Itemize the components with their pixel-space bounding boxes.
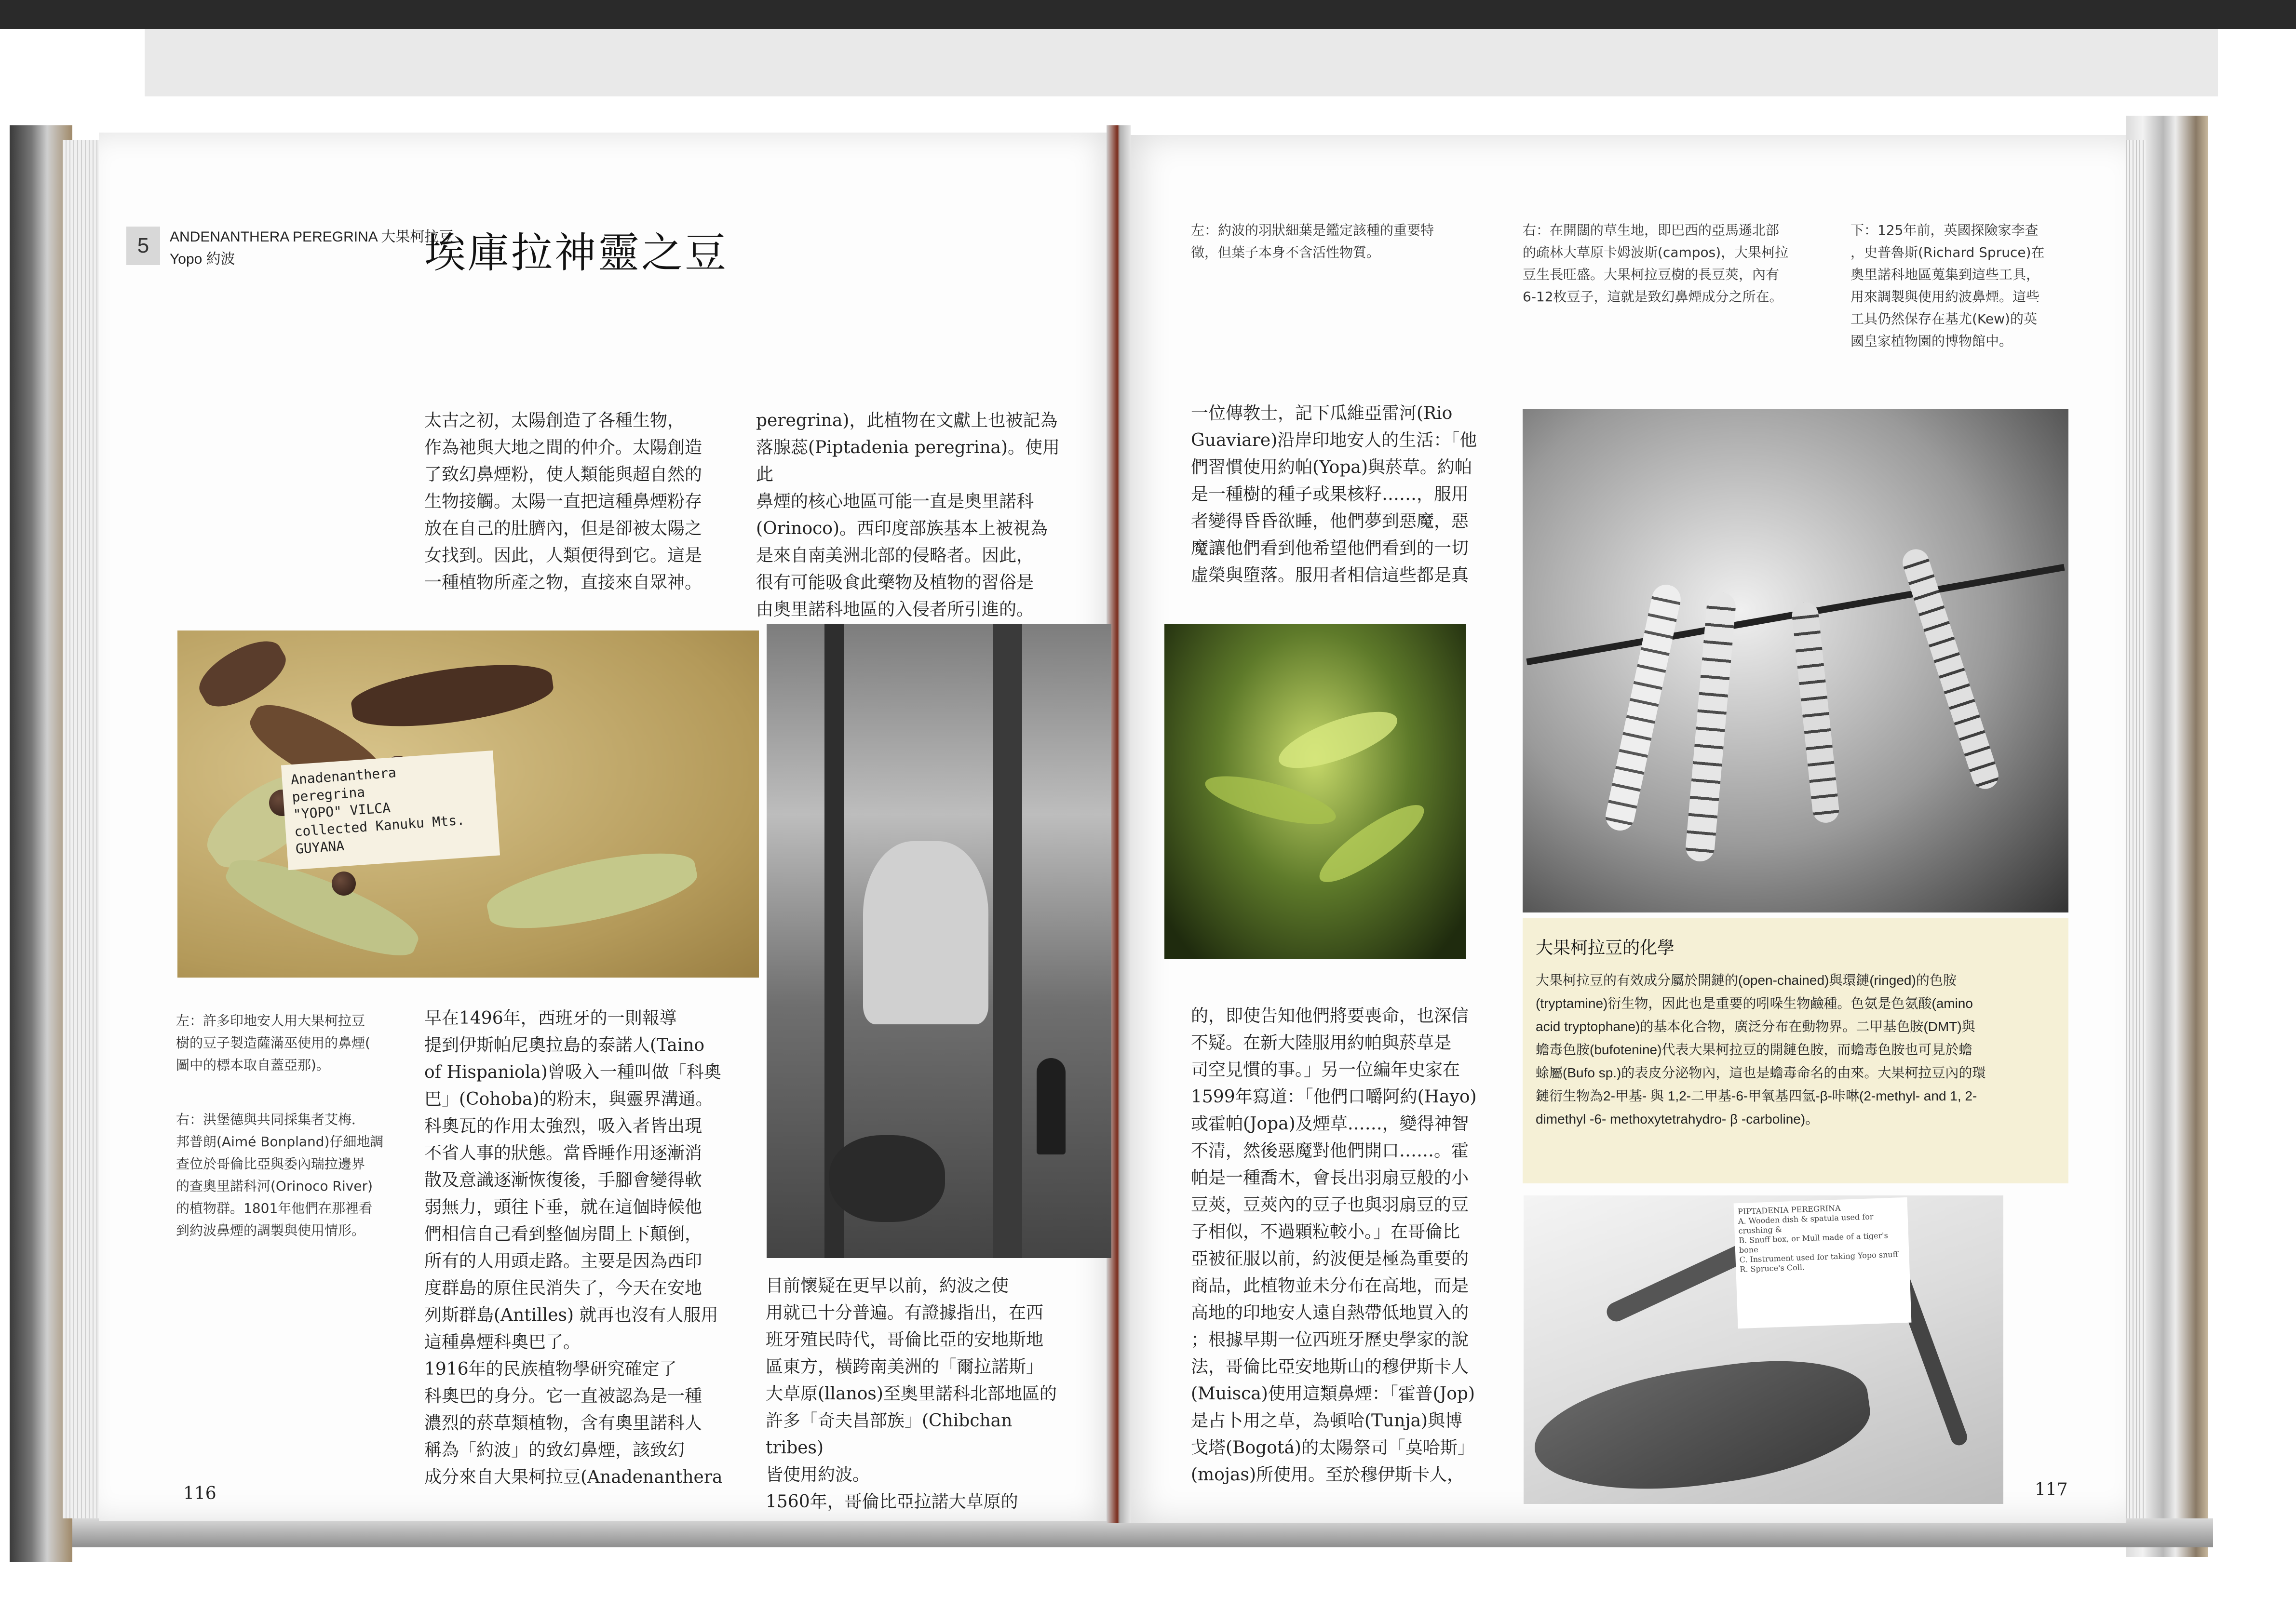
seed-pod (1603, 582, 1684, 833)
left-column2-top-text: peregrina)，此植物在文獻上也被記為 落腺蕊(Piptadenia peregrina)。使用此 鼻煙的核心地區可能一直是奧里諾科 (Orinoco)。西印度部族基本上被視為 是來自南美洲北部的侵略者。因此， 很有可能吸食此藥物及植物的習俗是 由奧里諾科地區的入侵者所引進的。 (756, 411, 1060, 619)
caption-leaves: 左：約波的羽狀細葉是鑑定該種的重要特 徵，但葉子本身不含活性物質。 (1191, 222, 1434, 260)
seed (332, 872, 356, 896)
page-title: 埃庫拉神靈之豆 (424, 229, 728, 277)
page-number-left: 116 (183, 1484, 216, 1503)
right-column-bottom-text: 的，即使告知他們將要喪命，也深信 不疑。在新大陸服用約帕與菸草是 司空見慣的事。」另一位編年史家在 1599年寫道：「他們口嚼阿約(Hayo) 或霍帕(Jopa)及煙草……，變得神智 不清，然後惡魔對他們開口……。霍 帕是一種喬木，會長出羽扇豆般的小 豆莢，豆莢內的豆子也與羽扇豆的豆 子相似，不過顆粒較小。」在哥倫比 亞被征服以前，約波便是極為重要的 商品，此植物並未分布在高地，而是 高地的印地安人遠自熱帶低地買入的 ；根據早期一位西班牙歷史學家的說 法，哥倫比亞安地斯山的穆伊斯卡人 (Muisca)使用這類鼻煙：「霍普(Jop) 是占卜用之草，為頓哈(Tunja)與博 戈塔(Bogotá)的太陽祭司「莫哈斯」 (mojas)所使用。至於穆伊斯卡人， (1191, 1006, 1477, 1485)
chapter-common-name: Yopo 約波 (170, 251, 235, 267)
wooden-snuff-tray (1527, 1346, 1877, 1504)
seed-pod (348, 655, 556, 736)
chemistry-title: 大果柯拉豆的化學 (1536, 938, 1675, 957)
caption-pods: 右：在開闊的草生地，即巴西的亞馬遜北部 的疏林大草原卡姆波斯(campos)，大果柯拉 豆生長旺盛。大果柯拉豆樹的長豆莢，內有 6-12枚豆子，這就是致幻鼻煙成分之所在。 (1523, 222, 1789, 305)
book-top-edge (145, 29, 2218, 96)
chapter-latin-name: ANDENANTHERA PEREGRINA 大果柯拉豆 (170, 229, 454, 245)
campfire-group (829, 1135, 945, 1222)
caption-forest: 右：洪堡德與共同採集者艾梅． 邦普朗(Aimé Bonpland)仔細地調 查位於哥倫比亞與委內瑞拉邊界 的查奧里諾科河(Orinoco River) 的植物群。1801年他們在那裡看 到約波鼻煙的調製與使用情形。 (176, 1112, 384, 1238)
seed-pod (482, 841, 702, 941)
seed-pod (1791, 601, 1840, 824)
right-column-top-text: 一位傳教士，記下瓜維亞雷河(Rio Guaviare)沿岸印地安人的生活：「他 們習慣使用約帕(Yopa)與菸草。約帕 是一種樹的種子或果核籽……，服用 者變得昏昏欲睡，他們夢到惡魔，惡 魔讓他們看到他希望他們看到的一切 虛榮與墮落。服用者相信這些都是真 (1191, 403, 1477, 585)
yopo-pods-photo (1523, 409, 2068, 912)
specimen-label: Anadenanthera peregrina "YOPO" VILCA collected Kanuku Mts. GUYANA (281, 751, 500, 870)
tree-trunk (993, 624, 1022, 1258)
page-stack-left (63, 140, 101, 1518)
leaf-frond (1201, 766, 1340, 834)
forest-engraving (767, 624, 1111, 1258)
chemistry-text: 大果柯拉豆的有效成分屬於開鏈的(open-chained)與環鏈(ringed)的色胺 (tryptamine)衍生物，因此也是重要的吲哚生物鹼種。色氨是色氨酸(amino acid tryptophane)的基本化合物，廣泛分布在動物界。二甲基色胺(DMT)與 蟾毒色胺(bufotenine)代表大果柯拉豆的開鏈色胺，而蟾毒色胺也可見於蟾 蜍屬(Bufo sp.)的表皮分泌物內，這也是蟾毒命名的由來。大果柯拉豆內的環 鏈衍生物為2-甲基- 與 1,2-二甲基-6-甲氧基四氫-β-咔啉(2-methyl- and 1, 2- dimethyl -6- methoxytetrahydro- β -carboline)。 (1536, 973, 1986, 1127)
chapter-number: 5 (126, 227, 160, 265)
caption-tools: 下：125年前，英國探險家李查 ，史普魯斯(Richard Spruce)在 奧里諾科地區蒐集到這些工具， 用來調製與使用約波鼻煙。這些 工具仍然保存在基尤(Kew)的英 國皇家植物園的博物館中。 (1850, 222, 2045, 349)
leaf-frond (1272, 700, 1404, 779)
rock-formation (863, 841, 988, 1024)
page-number-right: 117 (2035, 1480, 2068, 1500)
left-column1-bottom-text: 早在1496年，西班牙的一則報導 提到伊斯帕尼奧拉島的泰諾人(Taino of Hispaniola)曾吸入一種叫做「科奧 巴」(Cohoba)的粉末，與靈界溝通。 科奧瓦的作用太強烈，吸入者皆出現 不省人事的狀態。當昏睡作用逐漸消 散及意識逐漸恢復後，手腳會變得軟 弱無力，頭往下垂，就在這個時候他 們相信自己看到整個房間上下顛倒， 所有的人用頭走路。主要是因為西印 度群島的原住民消失了，今天在安地 列斯群島(Antilles) 就再也沒有人服用 這種鼻煙科奧巴了。 1916年的民族植物學研究確定了 科奧巴的身分。它一直被認為是一種 濃烈的菸草類植物，含有奧里諾科人 稱為「約波」的致幻鼻煙，該致幻 成分來自大果柯拉豆(Anadenanthera (424, 1008, 723, 1487)
caption-seeds: 左：許多印地安人用大果柯拉豆 樹的豆子製造薩滿巫使用的鼻煙( 圖中的標本取自蓋亞那)。 (176, 1013, 370, 1073)
left-column1-top-text: 太古之初，太陽創造了各種生物， 作為祂與大地之間的仲介。太陽創造 了致幻鼻煙粉，使人類能與超自然的 生物接觸。太陽一直把這種鼻煙粉存 放在自己的肚臍內，但是卻被太陽之 女找到。因此，人類便得到它。這是 一種植物所產之物，直接來自眾神。 (424, 411, 702, 592)
seed-pod (191, 630, 295, 718)
tools-label-card: PIPTADENIA PEREGRINA A. Wooden dish & spatula used for crushing & B. Snuff box, or Mull made of a tiger's bone C. Instrument used for taking Yopo snuff R. Spruce's Coll. (1734, 1197, 1912, 1328)
scanner-top-edge (0, 0, 2296, 29)
explorer-figure (1037, 1058, 1066, 1154)
yopo-leaves-photo (1164, 624, 1466, 959)
left-column2-bottom-text: 目前懷疑在更早以前，約波之使 用就已十分普遍。有證據指出，在西 班牙殖民時代，哥倫比亞的安地斯地 區東方，橫跨南美洲的「爾拉諾斯」 大草原(llanos)至奧里諾科北部地區的 許多「奇夫昌部族」(Chibchan tribes) 皆使用約波。 1560年，哥倫比亞拉諾大草原的 (766, 1276, 1057, 1512)
